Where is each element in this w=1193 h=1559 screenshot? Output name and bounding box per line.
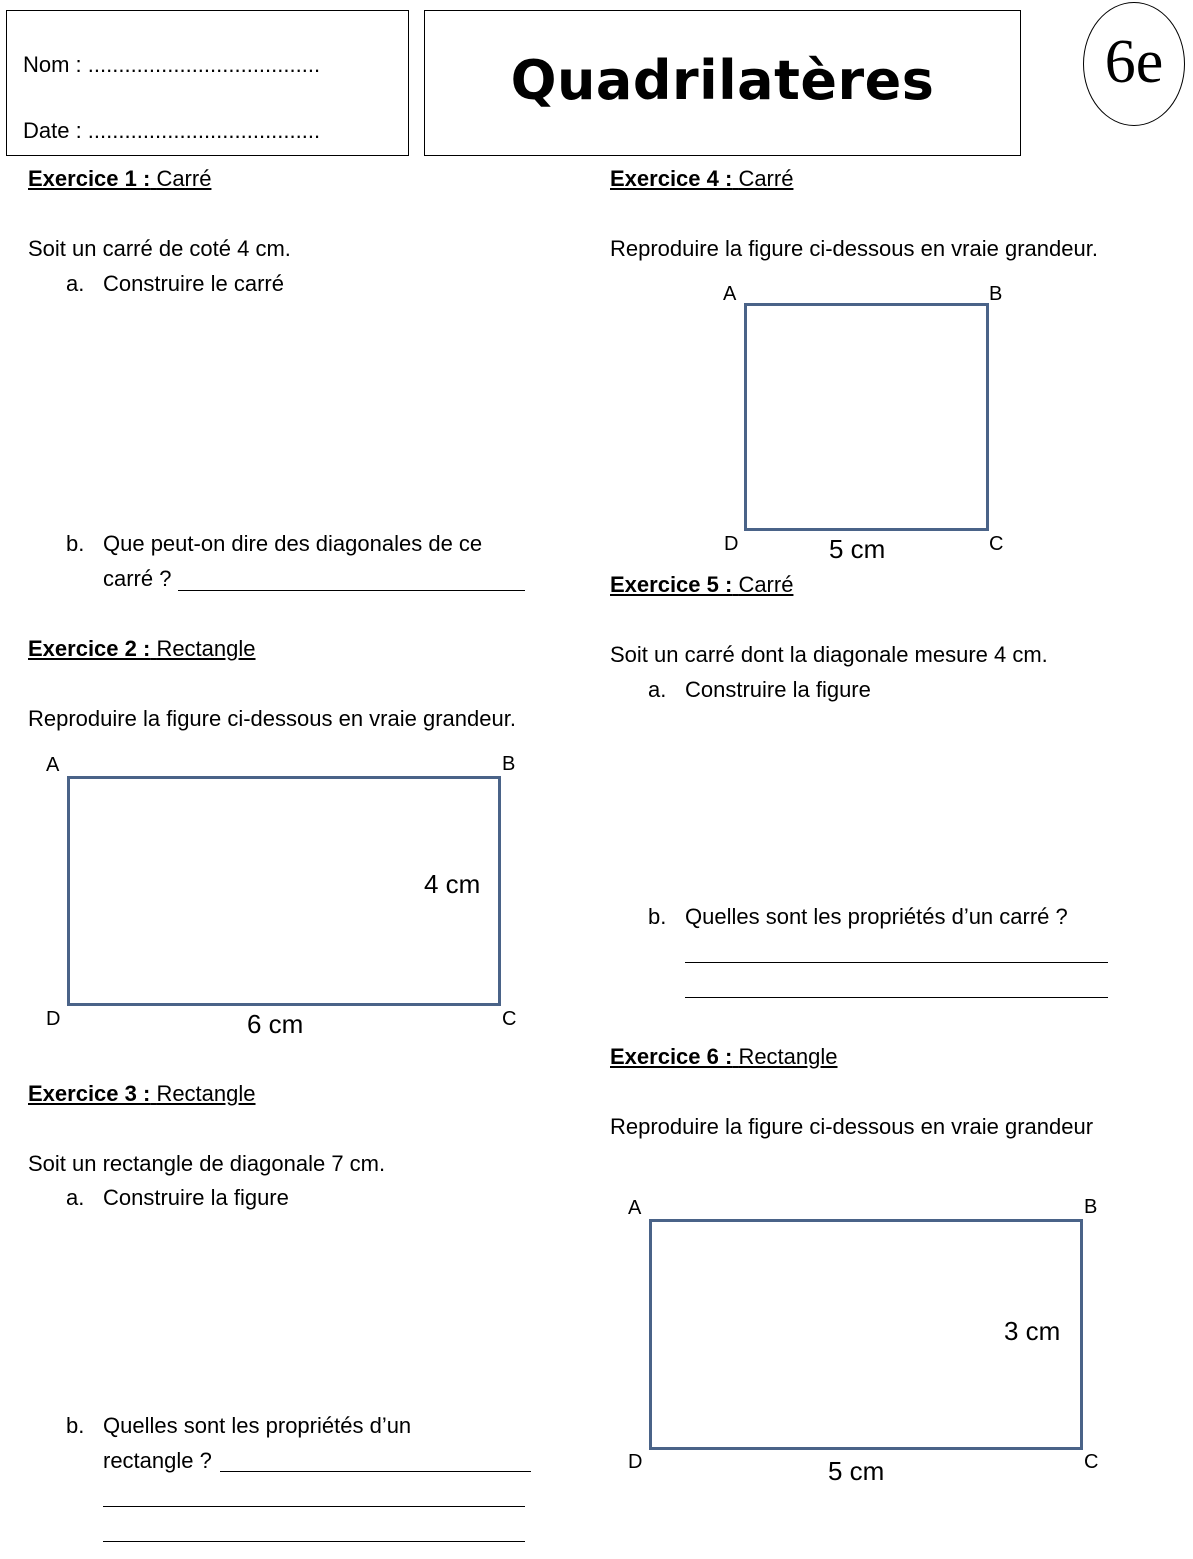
ex3-answer-line-2[interactable] [103, 1506, 525, 1507]
ex4-width-label: 5 cm [829, 534, 886, 564]
ex4-vertex-c: C [989, 533, 1004, 555]
page-title: Quadrilatères [510, 49, 935, 112]
ex3-heading-number: Exercice 3 : [28, 1081, 151, 1106]
ex3-b-line2: rectangle ? [103, 1448, 212, 1473]
ex4-vertex-d: D [724, 533, 739, 555]
ex2-vertex-b: B [502, 753, 516, 775]
ex4-heading-number: Exercice 4 : [610, 166, 733, 191]
ex1-statement: Soit un carré de coté 4 cm. [28, 236, 291, 261]
ex6-vertex-b: B [1084, 1196, 1098, 1218]
ex5-heading-topic: Carré [738, 572, 794, 597]
level-text: 6e [1104, 28, 1164, 96]
nom-field[interactable]: Nom : ...................................... [23, 52, 321, 77]
ex1-a-marker: a. [66, 271, 85, 296]
ex3-heading [28, 1081, 256, 1107]
ex6-heading-number: Exercice 6 : [610, 1044, 733, 1069]
ex5-answer-line-1[interactable] [685, 962, 1108, 963]
ex1-b-marker: b. [66, 531, 85, 556]
ex2-heading [28, 636, 256, 662]
ex3-statement: Soit un rectangle de diagonale 7 cm. [28, 1151, 386, 1176]
ex5-heading-number: Exercice 5 : [610, 572, 733, 597]
ex3-answer-line-1[interactable] [220, 1471, 531, 1472]
date-field[interactable]: Date : ...................................... [23, 118, 321, 143]
name-date-box [6, 10, 409, 156]
ex2-vertex-a: A [46, 754, 60, 776]
ex5-a-marker: a. [648, 677, 667, 702]
ex2-width-label: 6 cm [247, 1009, 304, 1039]
ex4-heading [610, 166, 793, 192]
ex5-answer-line-2[interactable] [685, 997, 1108, 998]
ex5-b-text: Quelles sont les propriétés d’un carré ? [685, 904, 1068, 929]
ex1-b-line2: carré ? [103, 566, 172, 591]
title-box [424, 10, 1021, 156]
ex1-heading [28, 166, 211, 192]
ex1-heading-number: Exercice 1 : [28, 166, 151, 191]
ex6-statement: Reproduire la figure ci-dessous en vraie grandeur [610, 1114, 1094, 1139]
ex4-vertex-b: B [989, 283, 1003, 305]
ex6-vertex-a: A [628, 1197, 642, 1219]
ex2-height-label: 4 cm [424, 869, 481, 899]
ex5-b-marker: b. [648, 904, 667, 929]
ex4-vertex-a: A [723, 283, 737, 305]
ex4-square [744, 303, 989, 531]
ex3-a-text: Construire la figure [103, 1185, 289, 1210]
ex3-b-marker: b. [66, 1413, 85, 1438]
ex1-a-text: Construire le carré [103, 271, 284, 296]
ex5-statement: Soit un carré dont la diagonale mesure 4 cm. [610, 642, 1048, 667]
ex6-heading [610, 1044, 838, 1070]
ex4-heading-topic: Carré [738, 166, 794, 191]
ex1-answer-line[interactable] [178, 590, 525, 591]
ex6-width-label: 5 cm [828, 1456, 885, 1486]
ex6-heading-topic: Rectangle [738, 1044, 838, 1069]
ex2-vertex-c: C [502, 1008, 517, 1030]
ex1-heading-topic: Carré [156, 166, 212, 191]
ex6-height-label: 3 cm [1004, 1316, 1061, 1346]
ex2-statement: Reproduire la figure ci-dessous en vraie grandeur. [28, 706, 516, 731]
ex1-b-line1: Que peut-on dire des diagonales de ce [103, 531, 483, 556]
ex2-heading-number: Exercice 2 : [28, 636, 151, 661]
ex6-vertex-d: D [628, 1451, 643, 1473]
ex5-a-text: Construire la figure [685, 677, 871, 702]
ex3-heading-topic: Rectangle [156, 1081, 256, 1106]
level-badge [1083, 2, 1185, 126]
ex2-heading-topic: Rectangle [156, 636, 256, 661]
ex5-heading [610, 572, 793, 598]
ex3-answer-line-3[interactable] [103, 1541, 525, 1542]
ex6-vertex-c: C [1084, 1451, 1099, 1473]
ex3-b-line1: Quelles sont les propriétés d’un [103, 1413, 412, 1438]
ex3-a-marker: a. [66, 1185, 85, 1210]
ex4-statement: Reproduire la figure ci-dessous en vraie grandeur. [610, 236, 1098, 261]
ex2-vertex-d: D [46, 1008, 61, 1030]
